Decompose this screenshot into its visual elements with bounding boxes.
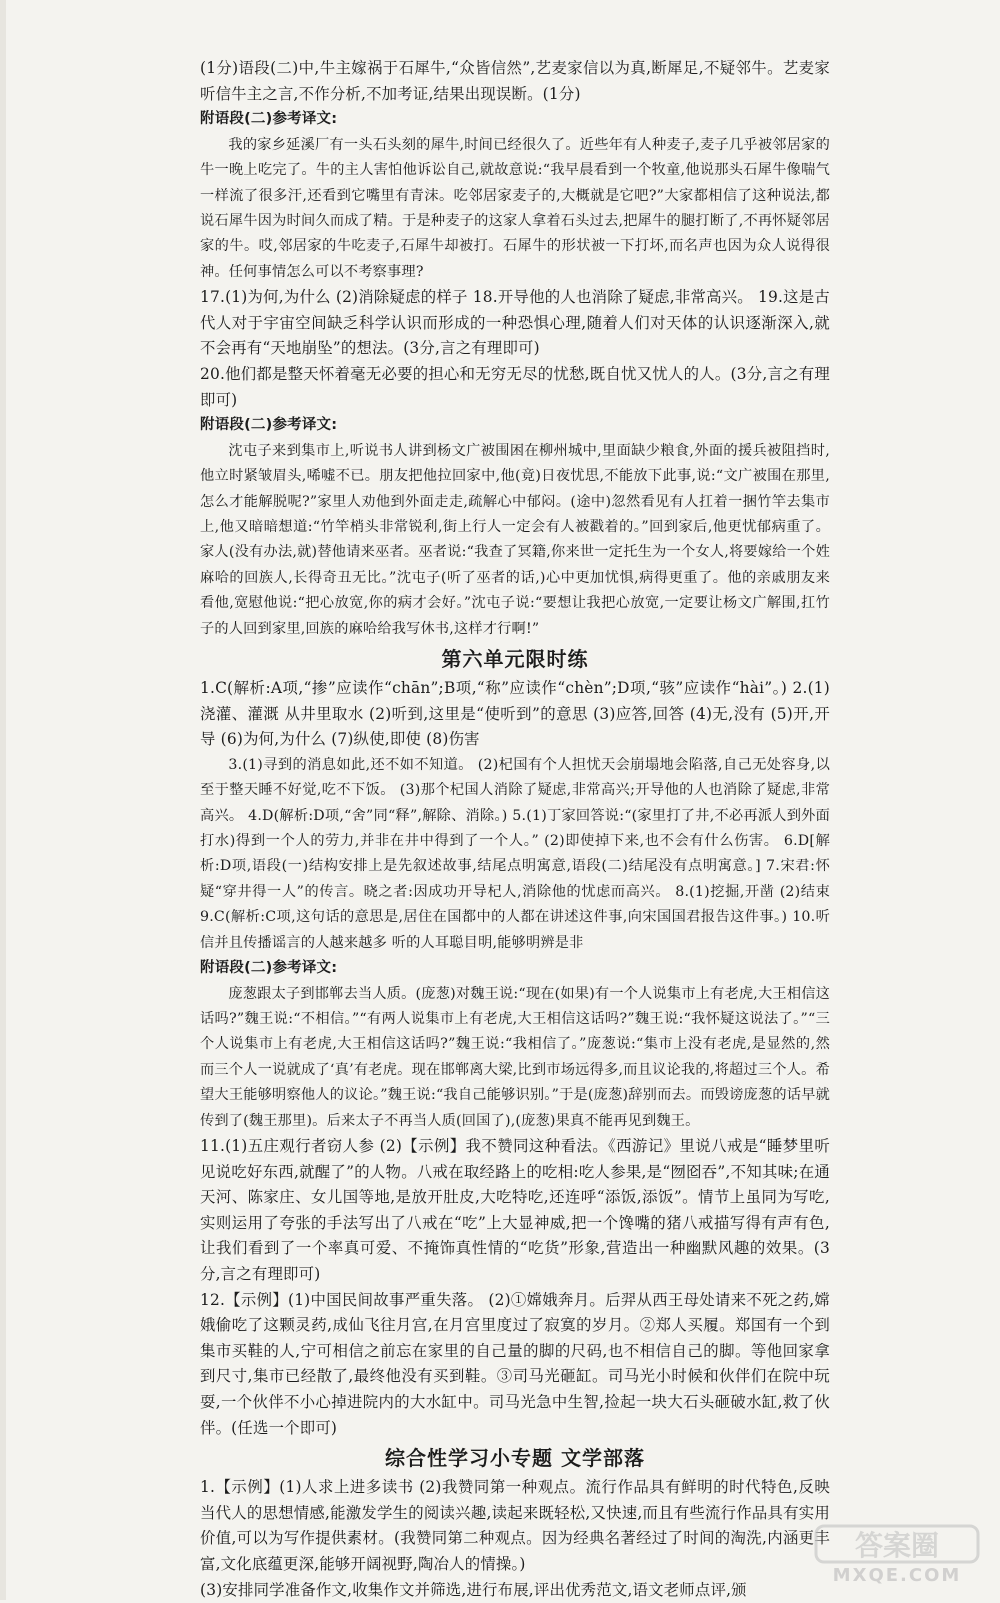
watermark-logo-text: 答案圈 bbox=[854, 1529, 940, 1562]
section-title-unit-6: 第六单元限时练 bbox=[441, 647, 589, 672]
page-edge bbox=[0, 0, 6, 1600]
answer-paragraph-lit-1: 1.【示例】(1)人求上进多读书 (2)我赞同第一种观点。流行作品具有鲜明的时代特色,反映当代人的思想情感,能激发学生的阅读兴趣,读起来既轻松,又快速,而且有些流行作品具有实用价值,可以为写作提供素材。(我赞同第二种观点。因为经典名著经过了时间的淘洗,内涵更丰富,文化底蕴更深,能够开阔视野,陶冶人的情操。) bbox=[200, 1478, 830, 1573]
answer-paragraph-20: 20.他们都是整天怀着毫无必要的担心和无穷无尽的忧愁,既自忧又忧人的人。(3分,言之有理即可) bbox=[200, 365, 830, 409]
site-watermark bbox=[812, 1522, 982, 1586]
translation-heading-1: 附语段(二)参考译文: bbox=[200, 111, 338, 128]
translation-heading-2: 附语段(二)参考译文: bbox=[200, 417, 338, 434]
translation-heading-3: 附语段(二)参考译文: bbox=[200, 960, 338, 977]
answer-page bbox=[200, 56, 830, 1603]
answer-paragraph-1-2: 1.C(解析:A项,“掺”应读作“chān”;B项,“称”应读作“chèn”;D项,“骇”应读作“hài”。) 2.(1)浇灌、灌溉 从井里取水 (2)听到,这里是“使听到”的意思 (3)应答,回答 (4)无,没有 (5)开,开导 (6)为何,为什么 (7)纵使,即使 (8)伤害 bbox=[200, 679, 830, 749]
section-title-literature: 综合性学习小专题 文学部落 bbox=[385, 1446, 645, 1471]
answer-paragraph-11: 11.(1)五庄观行者窃人参 (2)【示例】我不赞同这种看法。《西游记》里说八戒是“睡梦里听见说吃好东西,就醒了”的人物。八戒在取经路上的吃相:吃人参果,是“囫囵吞”,不知其味;在通天河、陈家庄、女儿国等地,是放开肚皮,大吃特吃,还连呼“添饭,添饭”。情节上虽同为写吃,实则运用了夸张的手法写出了八戒在“吃”上大显神威,把一个馋嘴的猪八戒描写得有声有色,让我们看到了一个率真可爱、不掩饰真性情的“吃货”形象,营造出一种幽默风趣的效果。(3分,言之有理即可) bbox=[200, 1137, 830, 1284]
translation-paragraph-2: 沈屯子来到集市上,听说书人讲到杨文广被围困在柳州城中,里面缺少粮食,外面的援兵被阻挡时,他立时紧皱眉头,唏嘘不已。朋友把他拉回家中,他(竟)日夜忧思,不能放下此事,说:“文广被围在那里,怎么才能解脱呢?”家里人劝他到外面走走,疏解心中郁闷。(途中)忽然看见有人扛着一捆竹竿去集市上,他又暗暗想道:“竹竿梢头非常锐利,街上行人一定会有人被戳着的。”回到家后,他更忧郁病重了。家人(没有办法,就)替他请来巫者。巫者说:“我查了冥籍,你来世一定托生为一个女人,将要嫁给一个姓麻哈的回族人,长得奇丑无比。”沈屯子(听了巫者的话,)心中更加忧惧,病得更重了。他的亲戚朋友来看他,宽慰他说:“把心放宽,你的病才会好。”沈屯子说:“要想让我把心放宽,一定要让杨文广解围,扛竹子的人回到家里,回族的麻哈给我写休书,这样才行啊!” bbox=[200, 442, 830, 637]
watermark-url: MXQE.COM bbox=[832, 1565, 962, 1586]
answer-paragraph-lit-3: (3)安排同学准备作文,收集作文并筛选,进行布展,评出优秀范文,语文老师点评,颁 bbox=[200, 1580, 747, 1599]
watermark-logo-icon bbox=[812, 1522, 982, 1566]
translation-paragraph-1: 我的家乡延溪厂有一头石头刻的犀牛,时间已经很久了。近些年有人种麦子,麦子几乎被邻居家的牛一晚上吃完了。牛的主人害怕他诉讼自己,就故意说:“我早晨看到一个牧童,他说那头石犀牛像喘气一样流了很多汗,还看到它嘴里有青沫。吃邻居家麦子的,大概就是它吧?”大家都相信了这种说法,都说石犀牛因为时间久而成了精。于是种麦子的这家人拿着石头过去,把犀牛的腿打断了,不再怀疑邻居家的牛。哎,邻居家的牛吃麦子,石犀牛却被打。石犀牛的形状被一下打坏,而名声也因为众人说得很神。任何事情怎么可以不考察事理? bbox=[200, 136, 830, 280]
translation-paragraph-3: 庞葱跟太子到邯郸去当人质。(庞葱)对魏王说:“现在(如果)有一个人说集市上有老虎,大王相信这话吗?”魏王说:“不相信。”“有两人说集市上有老虎,大王相信这话吗?”魏王说:“我怀疑这说法了。”“三个人说集市上有老虎,大王相信这话吗?”魏王说:“我相信了。”庞葱说:“集市上没有老虎,是显然的,然而三个人一说就成了‘真’有老虎。现在邯郸离大梁,比到市场远得多,而且议论我的,将超过三个人。希望大王能够明察他人的议论。”魏王说:“我自己能够识别。”于是(庞葱)辞别而去。而毁谤庞葱的话早就传到了(魏王那里)。后来太子不再当人质(回国了),(庞葱)果真不能再见到魏王。 bbox=[200, 985, 830, 1129]
answer-paragraph-3-10: 3.(1)寻到的消息如此,还不如不知道。 (2)杞国有个人担忧天会崩塌地会陷落,自己无处容身,以至于整天睡不好觉,吃不下饭。 (3)那个杞国人消除了疑虑,非常高兴;开导他的人也消除了疑虑,非常高兴。 4.D(解析:D项,“舍”同“释”,解除、消除。) 5.(1)丁家回答说:“(家里打了井,不必再派人到外面打水)得到一个人的劳力,并非在井中得到了一个人。” (2)即使掉下来,也不会有什么伤害。 6.D[解析:D项,语段(一)结构安排上是先叙述故事,结尾点明寓意,语段(二)结尾没有点明寓意。] 7.宋君:怀疑“穿井得一人”的传言。晓之者:因成功开导杞人,消除他的忧虑而高兴。 8.(1)挖掘,开凿 (2)结束 9.C(解析:C项,这句话的意思是,居住在国都中的人都在讲述这件事,向宋国国君报告这件事。) 10.听信并且传播谣言的人越来越多 听的人耳聪目明,能够明辨是非 bbox=[200, 756, 830, 951]
answer-paragraph-17-19: 17.(1)为何,为什么 (2)消除疑虑的样子 18.开导他的人也消除了疑虑,非常高兴。 19.这是古代人对于宇宙空间缺乏科学认识而形成的一种恐惧心理,随着人们对天体的认识逐渐深入,就不会再有“天地崩坠”的想法。(3分,言之有理即可) bbox=[200, 288, 830, 358]
answer-paragraph-1: (1分)语段(二)中,牛主嫁祸于石犀牛,“众皆信然”,艺麦家信以为真,断犀足,不疑邻牛。艺麦家听信牛主之言,不作分析,不加考证,结果出现误断。(1分) bbox=[200, 59, 830, 103]
answer-paragraph-12: 12.【示例】(1)中国民间故事严重失落。 (2)①嫦娥奔月。后羿从西王母处请来不死之药,嫦娥偷吃了这颗灵药,成仙飞往月宫,在月宫里度过了寂寞的岁月。②郑人买履。郑国有一个到集市买鞋的人,宁可相信之前忘在家里的自己量的脚的尺码,也不相信自己的脚。等他回家拿到尺寸,集市已经散了,最终他没有买到鞋。③司马光砸缸。司马光小时候和伙伴们在院中玩耍,一个伙伴不小心掉进院内的大水缸中。司马光急中生智,捡起一块大石头砸破水缸,救了伙伴。(任选一个即可) bbox=[200, 1290, 830, 1437]
